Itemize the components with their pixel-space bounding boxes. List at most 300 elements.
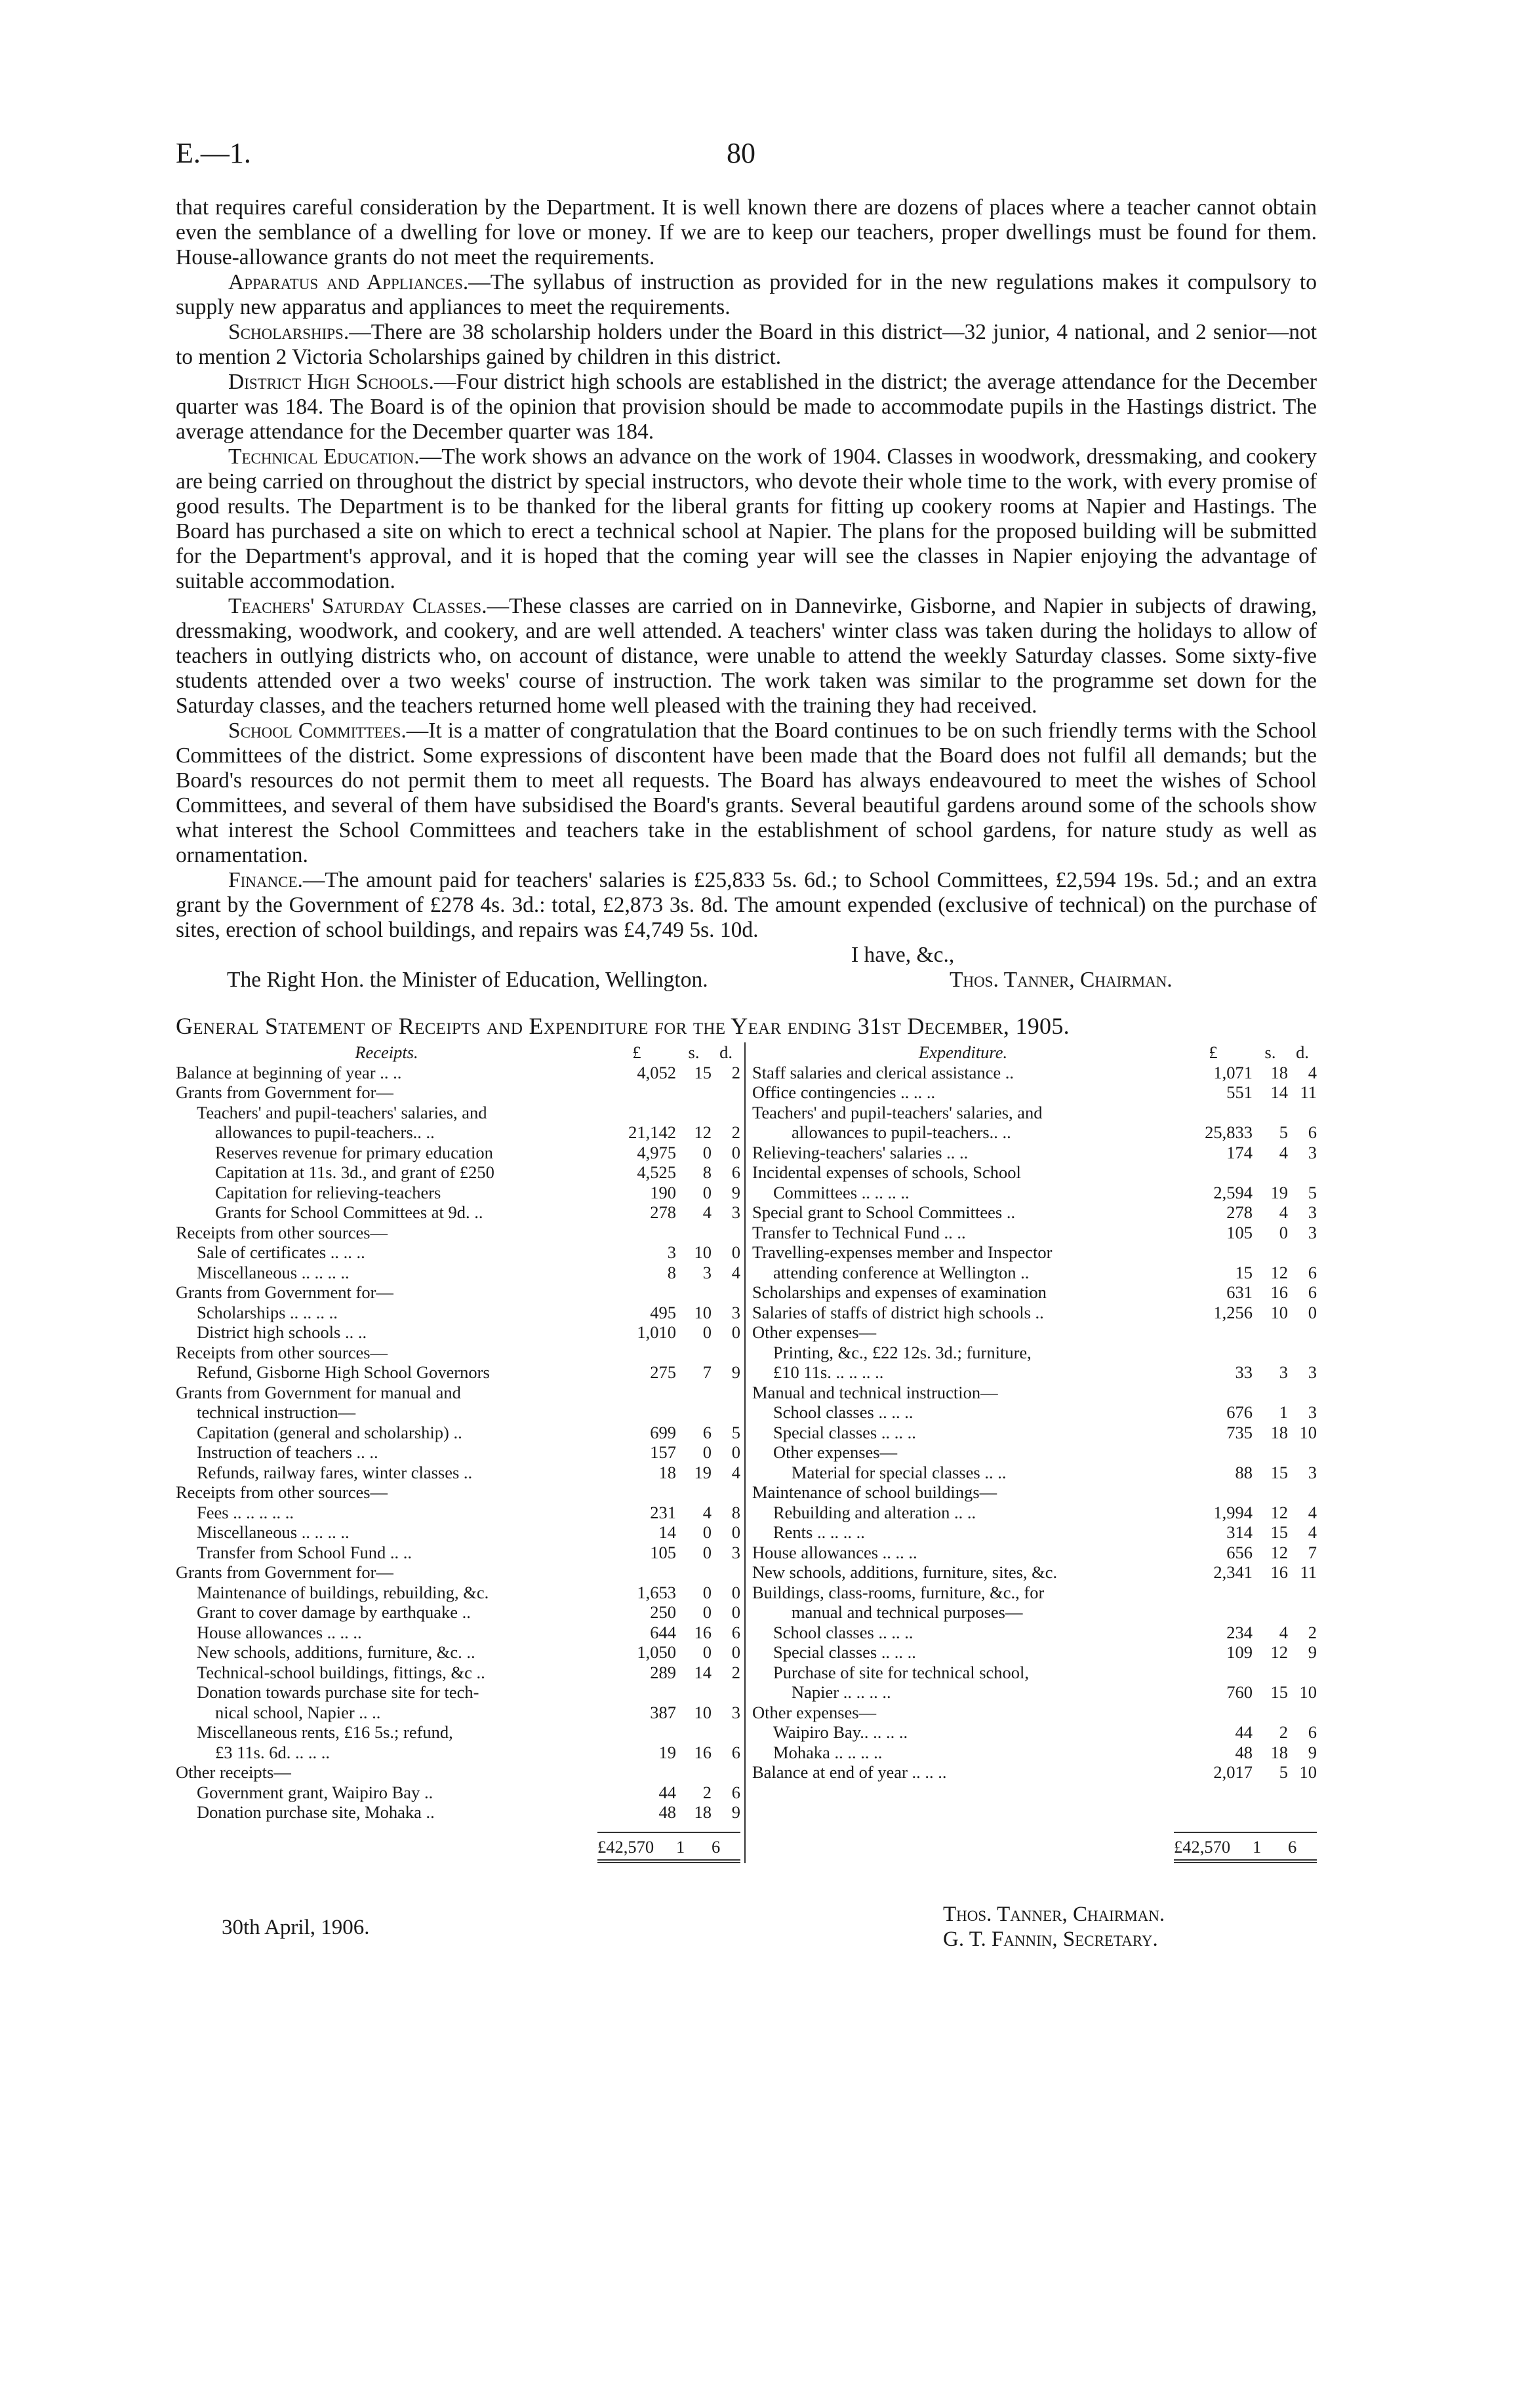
amount-pounds: 1,050 [637,1642,676,1662]
amount-shillings: 3 [1279,1362,1288,1382]
row-label: Receipts from other sources— [176,1342,388,1362]
amount-pence: 6 [731,1782,740,1802]
amount-pounds: 15 [1235,1262,1253,1282]
amount-pounds: 387 [650,1702,676,1722]
amount-shillings: 5 [1279,1762,1288,1782]
row-label: New schools, additions, furniture, &c. .. [197,1642,475,1662]
receipts-heading: Receipts. [355,1042,418,1062]
row-label: Government grant, Waipiro Bay .. [197,1782,433,1802]
receipts-rows [176,1063,740,1823]
receipts-total-shillings: 1 [676,1836,685,1857]
row-label: £3 11s. 6d. .. .. .. [215,1742,330,1762]
amount-shillings: 18 [1270,1062,1288,1082]
amount-shillings: 4 [702,1502,712,1522]
table-row [752,1623,1317,1643]
amount-pounds: 699 [650,1422,676,1442]
letter-closing [176,943,1317,994]
amount-pounds: 109 [1226,1642,1253,1662]
table-row [752,1442,1317,1463]
amount-pounds: 190 [650,1182,676,1202]
amount-pence: 8 [731,1502,740,1522]
amount-pence: 10 [1299,1762,1317,1782]
amount-pounds: 1,010 [637,1322,676,1342]
statement-table [176,1042,1317,1823]
row-label: Mohaka .. .. .. .. [773,1742,883,1762]
amount-pounds: 289 [650,1662,676,1682]
table-row [752,1183,1317,1203]
amount-pounds: 314 [1226,1522,1253,1542]
table-row [176,1402,740,1423]
page-header [176,125,1317,184]
table-row [176,1482,740,1503]
row-label: Rebuilding and alteration .. .. [773,1502,976,1522]
table-row [752,1143,1317,1163]
amount-pence: 10 [1299,1682,1317,1702]
amount-pence: 3 [731,1702,740,1722]
amount-shillings: 0 [702,1542,712,1562]
addressee: The Right Hon. the Minister of Education, Wellington. [227,968,708,992]
amount-pence: 0 [731,1522,740,1542]
row-label: Sale of certificates .. .. .. [197,1242,365,1262]
amount-pence: 0 [731,1242,740,1262]
amount-shillings: 15 [1270,1522,1288,1542]
amount-pence: 9 [731,1362,740,1382]
amount-shillings: 0 [702,1182,712,1202]
table-row [752,1703,1317,1723]
amount-shillings: 16 [694,1622,712,1642]
table-row [176,1383,740,1403]
amount-pounds: 157 [650,1442,676,1462]
table-row [176,1783,740,1803]
row-label: Refund, Gisborne High School Governors [197,1362,490,1382]
amount-pence: 9 [731,1182,740,1202]
table-row [176,1423,740,1443]
row-label: manual and technical purposes— [792,1602,1023,1622]
amount-pence: 3 [1308,1402,1317,1422]
table-row [176,1802,740,1823]
amount-pence: 6 [1308,1722,1317,1742]
row-label: Teachers' and pupil-teachers' salaries, and [197,1102,487,1122]
expenditure-header: Expenditure. £ s. d. [752,1042,1317,1063]
expenditure-rows [752,1063,1317,1783]
row-label: allowances to pupil-teachers.. .. [792,1122,1011,1142]
table-row [752,1463,1317,1483]
table-row [176,1303,740,1323]
table-row [752,1522,1317,1543]
amount-shillings: 8 [702,1162,712,1182]
amount-pounds: 231 [650,1502,676,1522]
table-row [752,1103,1317,1123]
table-row [752,1343,1317,1363]
row-label: Grants from Government for— [176,1082,393,1102]
row-label: Waipiro Bay.. .. .. .. [773,1722,908,1742]
amount-pounds: 278 [650,1202,676,1222]
amount-pounds: 656 [1226,1542,1253,1562]
row-label: Other receipts— [176,1762,291,1782]
amount-shillings: 5 [1279,1122,1288,1142]
table-row [176,1522,740,1543]
row-label: Grants from Government for— [176,1282,393,1302]
amount-shillings: 7 [702,1362,712,1382]
table-row [752,1543,1317,1563]
row-label: Rents .. .. .. .. [773,1522,865,1542]
amount-shillings: 18 [1270,1422,1288,1442]
amount-pence: 9 [731,1802,740,1822]
statement-totals [176,1823,1317,1864]
amount-pence: 4 [1308,1062,1317,1082]
report-body [176,195,1317,943]
row-label: Incidental expenses of schools, School [752,1162,1021,1182]
amount-pounds: 44 [1235,1722,1253,1742]
amount-shillings: 18 [1270,1742,1288,1762]
amount-pence: 11 [1300,1562,1317,1582]
amount-pence: 2 [731,1662,740,1682]
amount-pounds: 1,653 [637,1582,676,1602]
amount-pence: 2 [731,1122,740,1142]
row-label: Miscellaneous rents, £16 5s.; refund, [197,1722,453,1742]
amount-pounds: 48 [1235,1742,1253,1762]
row-label: Manual and technical instruction— [752,1382,998,1402]
document-code: E.—1. [176,137,251,169]
row-label: Other expenses— [752,1702,877,1722]
expenditure-heading: Expenditure. [918,1042,1008,1062]
document-page [176,125,1317,1981]
row-label: Receipts from other sources— [176,1222,388,1242]
table-row [176,1202,740,1223]
table-row [176,1343,740,1363]
receipts-total-pence: 6 [712,1836,721,1857]
table-row [176,1743,740,1763]
expenditure-total-row [752,1832,1317,1864]
row-label: allowances to pupil-teachers.. .. [215,1122,435,1142]
row-label: nical school, Napier .. .. [215,1702,381,1722]
table-row [752,1242,1317,1263]
row-label: New schools, additions, furniture, sites, &c. [752,1562,1058,1582]
table-row [752,1682,1317,1703]
amount-pence: 3 [1308,1142,1317,1162]
paragraph-heading: District High Schools. [228,370,434,394]
table-row [176,1362,740,1383]
closing-phrase: I have, &c., [851,943,955,967]
paragraph-heading: Technical Education. [228,444,420,469]
amount-shillings: 19 [694,1462,712,1482]
amount-pence: 6 [1308,1282,1317,1302]
amount-pounds: 250 [650,1602,676,1622]
amount-pounds: 760 [1226,1682,1253,1702]
row-label: Miscellaneous .. .. .. .. [197,1522,350,1542]
amount-shillings: 0 [702,1322,712,1342]
table-row [176,1703,740,1723]
table-row [752,1562,1317,1583]
amount-pounds: 8 [667,1262,676,1282]
amount-pounds: 105 [650,1542,676,1562]
paragraph: School Committees.—It is a matter of congratulation that the Board continues to be on such friendly terms with the School Committees of the district. Some expressions of discontent have been made that the Board does not fulfil all demands; but the Board's resources do not permit them to meet all requests. The Board has always endeavoured to meet the wishes of School Committees, and several of them have subsidised the Board's grants. Several beautiful gardens around some of the schools show what interest the School Committees and teachers take in the establishment of school gardens, for nature study as well as ornamentation. [176,719,1317,867]
signature: Thos. Tanner, Chairman. [950,968,1173,992]
amount-pounds: 644 [650,1622,676,1642]
row-label: Napier .. .. .. .. [792,1682,891,1702]
amount-pence: 10 [1299,1422,1317,1442]
table-row [176,1103,740,1123]
paragraph: that requires careful consideration by the Department. It is well known there are dozens of places where a teacher cannot obtain even the semblance of a dwelling for love or money. If we are to keep our teachers, proper dwellings must be found for them. House-allowance grants do not meet the requirements. [176,195,1317,269]
amount-pounds: 25,833 [1205,1122,1253,1142]
amount-pence: 6 [1308,1122,1317,1142]
row-label: Capitation at 11s. 3d., and grant of £250 [215,1162,494,1182]
row-label: Teachers' and pupil-teachers' salaries, and [752,1102,1043,1122]
amount-pounds: 174 [1226,1142,1253,1162]
row-label: Office contingencies .. .. .. [752,1082,936,1102]
row-label: Grants from Government for manual and [176,1382,461,1402]
paragraph-heading: Scholarships. [228,320,350,344]
paragraph: Scholarships.—There are 38 scholarship holders under the Board in this district—32 junior, 4 national, and 2 senior—not to mention 2 Victoria Scholarships gained by children in this district. [176,320,1317,369]
table-row [752,1642,1317,1663]
table-row [176,1642,740,1663]
table-row [752,1383,1317,1403]
table-row [752,1482,1317,1503]
amount-pence: 3 [1308,1362,1317,1382]
table-row [176,1263,740,1283]
amount-pence: 0 [731,1582,740,1602]
row-label: Refunds, railway fares, winter classes .. [197,1462,473,1482]
amount-shillings: 0 [702,1522,712,1542]
row-label: Other expenses— [752,1322,877,1342]
amount-shillings: 3 [702,1262,712,1282]
table-row [752,1223,1317,1243]
amount-shillings: 19 [1270,1182,1288,1202]
table-row [176,1223,740,1243]
paragraph: Technical Education.—The work shows an advance on the work of 1904. Classes in woodwork, dressmaking, and cookery are being carried on throughout the district by special instructors, who devote their whole time to the work, with every promise of good results. The Department is to be thanked for the liberal grants for fitting up cookery rooms at Napier and Hastings. The Board has purchased a site on which to erect a technical school at Napier. The plans for the proposed building will be submitted for the Department's approval, and it is hoped that the coming year will see the classes in Napier enjoying the advantage of suitable accommodation. [176,444,1317,593]
row-label: Receipts from other sources— [176,1482,388,1502]
amount-pounds: 495 [650,1302,676,1322]
amount-pence: 5 [731,1422,740,1442]
table-row [176,1682,740,1703]
amount-pence: 3 [731,1302,740,1322]
paragraph: Apparatus and Appliances.—The syllabus of instruction as provided for in the new regulations makes it compulsory to supply new apparatus and appliances to meet the requirements. [176,270,1317,319]
row-label: Maintenance of school buildings— [752,1482,997,1502]
table-row [176,1082,740,1103]
row-label: Travelling-expenses member and Inspector [752,1242,1053,1262]
row-label: Donation towards purchase site for tech- [197,1682,479,1702]
table-row [176,1322,740,1343]
row-label: Grants from Government for— [176,1562,393,1582]
paragraph: Teachers' Saturday Classes.—These classes are carried on in Dannevirke, Gisborne, and Napier in subjects of drawing, dressmaking, woodwork, and cookery, and are well attended. A teachers' winter class was taken during the holidays to allow of teachers in outlying districts who, on account of distance, were unable to attend the weekly Saturday classes. Some sixty-five students attended over a two weeks' course of instruction. The work taken was similar to the programme set down for the Saturday classes, and the teachers returned home well pleased with the training they had received. [176,594,1317,718]
amount-shillings: 10 [694,1302,712,1322]
amount-pence: 0 [731,1442,740,1462]
amount-shillings: 0 [702,1642,712,1662]
table-row [752,1503,1317,1523]
amount-pounds: 278 [1226,1202,1253,1222]
amount-pounds: 2,017 [1213,1762,1253,1782]
receipts-total-row [176,1832,740,1864]
amount-shillings: 6 [702,1422,712,1442]
amount-pence: 2 [1308,1622,1317,1642]
amount-pounds: 33 [1235,1362,1253,1382]
paragraph-heading: Finance. [228,868,303,892]
row-label: Material for special classes .. .. [792,1462,1007,1482]
table-row [176,1663,740,1683]
statement-footer [176,1903,1317,1981]
row-label: Other expenses— [773,1442,898,1462]
amount-shillings: 4 [1279,1142,1288,1162]
row-label: School classes .. .. .. [773,1622,914,1642]
expenditure-total-pence: 6 [1288,1836,1297,1857]
statement-date: 30th April, 1906. [222,1916,370,1939]
row-label: Maintenance of buildings, rebuilding, &c. [197,1582,489,1602]
receipts-column [176,1042,746,1823]
paragraph-heading: Apparatus and Appliances. [228,270,469,294]
amount-pounds: 275 [650,1362,676,1382]
signatory-chairman: Thos. Tanner, Chairman. [943,1903,1165,1926]
amount-shillings: 15 [1270,1462,1288,1482]
amount-shillings: 12 [1270,1262,1288,1282]
table-row [752,1122,1317,1143]
table-row [752,1663,1317,1683]
row-label: technical instruction— [197,1402,356,1422]
amount-pounds: 2,341 [1213,1562,1253,1582]
table-row [752,1263,1317,1283]
table-row [752,1082,1317,1103]
receipts-header: Receipts. £ s. d. [176,1042,740,1063]
amount-pence: 4 [731,1462,740,1482]
amount-pounds: 1,071 [1213,1062,1253,1082]
table-row [752,1202,1317,1223]
row-label: Scholarships and expenses of examination [752,1282,1047,1302]
table-row [752,1762,1317,1783]
table-row [176,1143,740,1163]
amount-pence: 3 [731,1542,740,1562]
amount-shillings: 10 [694,1242,712,1262]
page-number: 80 [727,137,755,169]
table-row [176,1583,740,1603]
signatory-secretary: G. T. Fannin, Secretary. [943,1927,1158,1951]
table-row [752,1063,1317,1083]
amount-pounds: 4,975 [637,1142,676,1162]
table-row [752,1322,1317,1343]
amount-shillings: 2 [1279,1722,1288,1742]
amount-pence: 0 [731,1322,740,1342]
amount-shillings: 14 [694,1662,712,1682]
amount-pence: 4 [731,1262,740,1282]
statement-title: General Statement of Receipts and Expenditure for the Year ending 31st December, 1905. [176,1013,1070,1039]
amount-shillings: 16 [1270,1562,1288,1582]
row-label: Balance at end of year .. .. .. [752,1762,947,1782]
row-label: Transfer from School Fund .. .. [197,1542,412,1562]
table-row [752,1602,1317,1623]
row-label: Special grant to School Committees .. [752,1202,1016,1222]
row-label: House allowances .. .. .. [197,1622,362,1642]
amount-pounds: 14 [658,1522,676,1542]
table-row [752,1583,1317,1603]
amount-pence: 6 [731,1622,740,1642]
amount-shillings: 15 [694,1062,712,1082]
row-label: House allowances .. .. .. [752,1542,917,1562]
row-label: attending conference at Wellington .. [773,1262,1030,1282]
amount-pence: 3 [1308,1462,1317,1482]
amount-pence: 11 [1300,1082,1317,1102]
amount-pence: 0 [731,1142,740,1162]
row-label: District high schools .. .. [197,1322,367,1342]
amount-pounds: 676 [1226,1402,1253,1422]
table-row [176,1162,740,1183]
amount-pence: 4 [1308,1502,1317,1522]
table-row [176,1602,740,1623]
amount-pounds: 19 [658,1742,676,1762]
amount-shillings: 12 [1270,1542,1288,1562]
amount-pence: 3 [731,1202,740,1222]
row-label: School classes .. .. .. [773,1402,914,1422]
amount-shillings: 1 [1279,1402,1288,1422]
amount-pence: 3 [1308,1222,1317,1242]
row-label: Donation purchase site, Mohaka .. [197,1802,435,1822]
amount-shillings: 0 [702,1602,712,1622]
amount-shillings: 15 [1270,1682,1288,1702]
amount-shillings: 12 [694,1122,712,1142]
amount-pounds: 4,052 [637,1062,676,1082]
amount-shillings: 0 [702,1142,712,1162]
table-row [752,1303,1317,1323]
amount-shillings: 14 [1270,1082,1288,1102]
row-label: Instruction of teachers .. .. [197,1442,378,1462]
amount-pounds: 631 [1226,1282,1253,1302]
table-row [752,1402,1317,1423]
amount-pounds: 1,994 [1213,1502,1253,1522]
receipts-total-pounds: £42,570 [597,1836,654,1857]
amount-pounds: 3 [667,1242,676,1262]
amount-pence: 6 [731,1162,740,1182]
amount-pence: 2 [731,1062,740,1082]
amount-pence: 6 [1308,1262,1317,1282]
amount-pounds: 1,256 [1213,1302,1253,1322]
amount-shillings: 0 [702,1442,712,1462]
amount-pounds: 88 [1235,1462,1253,1482]
row-label: Transfer to Technical Fund .. .. [752,1222,966,1242]
amount-pounds: 551 [1226,1082,1253,1102]
amount-pence: 0 [731,1602,740,1622]
amount-pence: 0 [1308,1302,1317,1322]
table-row [176,1543,740,1563]
table-row [176,1183,740,1203]
amount-pounds: 735 [1226,1422,1253,1442]
row-label: Grants for School Committees at 9d. .. [215,1202,483,1222]
amount-shillings: 4 [702,1202,712,1222]
amount-pounds: 48 [658,1802,676,1822]
row-label: Printing, &c., £22 12s. 3d.; furniture, [773,1342,1032,1362]
row-label: Special classes .. .. .. [773,1422,916,1442]
row-label: Special classes .. .. .. [773,1642,916,1662]
row-label: Capitation for relieving-teachers [215,1182,441,1202]
amount-pounds: 44 [658,1782,676,1802]
table-row [752,1362,1317,1383]
amount-shillings: 4 [1279,1622,1288,1642]
paragraph-heading: Teachers' Saturday Classes. [228,594,487,618]
table-row [176,1503,740,1523]
row-label: Technical-school buildings, fittings, &c .. [197,1662,485,1682]
row-label: Scholarships .. .. .. .. [197,1302,338,1322]
table-row [752,1423,1317,1443]
amount-shillings: 12 [1270,1642,1288,1662]
table-row [752,1743,1317,1763]
row-label: Salaries of staffs of district high schools .. [752,1302,1044,1322]
row-label: Miscellaneous .. .. .. .. [197,1262,350,1282]
amount-shillings: 2 [702,1782,712,1802]
row-label: Balance at beginning of year .. .. [176,1062,402,1082]
table-row [176,1063,740,1083]
amount-pounds: 234 [1226,1622,1253,1642]
expenditure-total-pounds: £42,570 [1174,1836,1231,1857]
row-label: Fees .. .. .. .. .. [197,1502,294,1522]
amount-pence: 7 [1308,1542,1317,1562]
table-row [176,1242,740,1263]
table-row [176,1442,740,1463]
